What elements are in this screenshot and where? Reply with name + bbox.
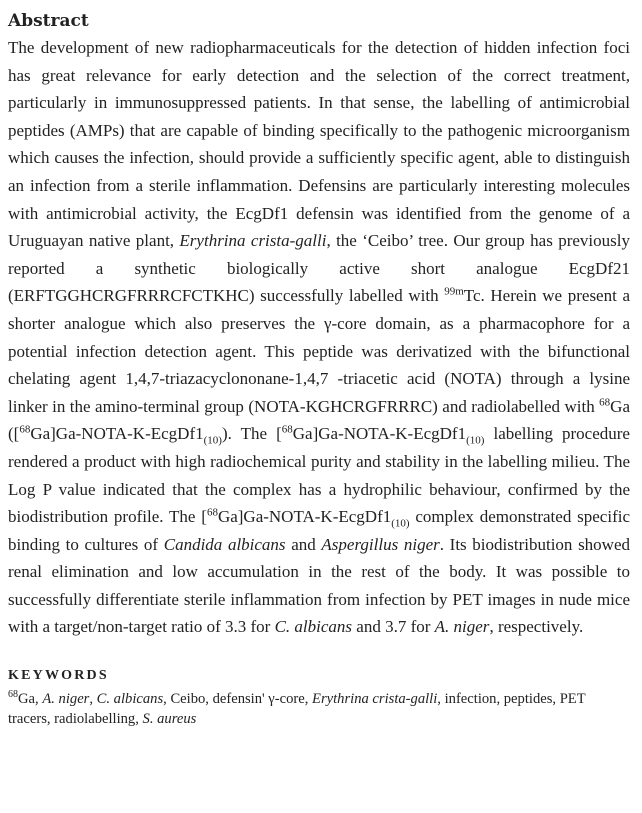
peptide-subscript: (10) [391,517,410,530]
isotope-superscript: 68 [206,506,218,519]
species-name: A. niger [434,617,490,637]
species-name: Erythrina crista-galli [179,231,327,251]
keywords-heading: KEYWORDS [8,668,109,684]
paper-page [8,10,630,729]
isotope-superscript: 68 [19,423,31,436]
abstract-text-part: and 3.7 for [352,617,435,637]
keyword-species: S. aureus [142,711,197,728]
abstract-text-part: and [285,534,322,554]
keyword-species: Erythrina crista-galli [312,691,438,708]
abstract-text-part: Ga]Ga-NOTA-K-EcgDf1 [292,424,467,444]
abstract-text-part: , respectively. [489,617,584,637]
abstract-text-part: Tc. Herein we present a shorter analogue which also preserves the γ-core domain, as a pharmacophore for a potential infection detection agent. This peptide was derivatized with the bifunctional chelating agent 1,4,7-triazacyclononane-1,4,7 -triacetic acid (NOTA) through a lysine linker in the amino-terminal group (NOTA-KGHCRGFRRRC) and radiolabelled with [8,286,630,416]
abstract-text-part: Ga ([ [8,396,630,444]
isotope-superscript: 68 [8,689,18,701]
keyword-text: Ga, [18,691,43,708]
abstract-text-part: . Its biodistribution showed renal elimination and low accumulation in the rest of the body. It was possible to successfully differentiate sterile inflammation from infection by PET images in nude mice with a target/non-target ratio of 3.3 for [8,534,631,637]
species-name: Aspergillus niger [321,534,440,554]
keyword-text: , Ceibo, defensin' γ-core, [163,691,313,708]
abstract-text-part: complex demonstrated specific binding to cultures of [8,507,631,554]
peptide-subscript: (10) [203,434,222,447]
abstract-text-part: labelling procedure rendered a product with high radiochemical purity and stability in the labelling milieu. The Log P value indicated that the complex has a hydrophilic behaviour, confirmed by the biodistribution profile. The [ [8,424,630,527]
keyword-species: C. albicans [96,691,164,708]
abstract-text [8,34,630,641]
abstract-text-part: Ga]Ga-NOTA-K-EcgDf1 [30,424,204,444]
abstract-heading: Abstract [8,11,89,31]
isotope-superscript: 99m [444,285,464,298]
abstract-text-part: ). The [ [221,424,282,444]
peptide-subscript: (10) [466,434,485,447]
abstract-text-part: The development of new radiopharmaceuticals for the detection of hidden infection foci has great relevance for early detection and the selection of the correct treatment, particularly in immunosuppressed patients. In that sense, the labelling of antimicrobial peptides (AMPs) that are capable of binding specifically to the pathogenic microorganism which causes the infection, should provide a sufficiently specific agent, able to distinguish an infection from a sterile inflammation. Defensins are particularly interesting molecules with antimicrobial activity, the EcgDf1 defensin was identified from the genome of a Uruguayan native plant, [8,38,630,251]
abstract-text-part: , the ‘Ceibo’ tree. Our group has previously reported a synthetic biologically active short analogue EcgDf21 (ERFTGGHCRGFRRRCFCTKHC) successfully labelled with [8,231,630,306]
isotope-superscript: 68 [599,396,611,409]
keyword-text: , infection, peptides, PET tracers, radiolabelling, [8,691,586,728]
species-name: C. albicans [274,617,353,637]
abstract-text-part: Ga]Ga-NOTA-K-EcgDf1 [217,507,392,527]
keyword-species: A. niger [42,691,90,708]
species-name: Candida albicans [163,534,286,554]
keywords-list [8,689,630,729]
keyword-text: , [89,691,97,708]
isotope-superscript: 68 [281,423,293,436]
